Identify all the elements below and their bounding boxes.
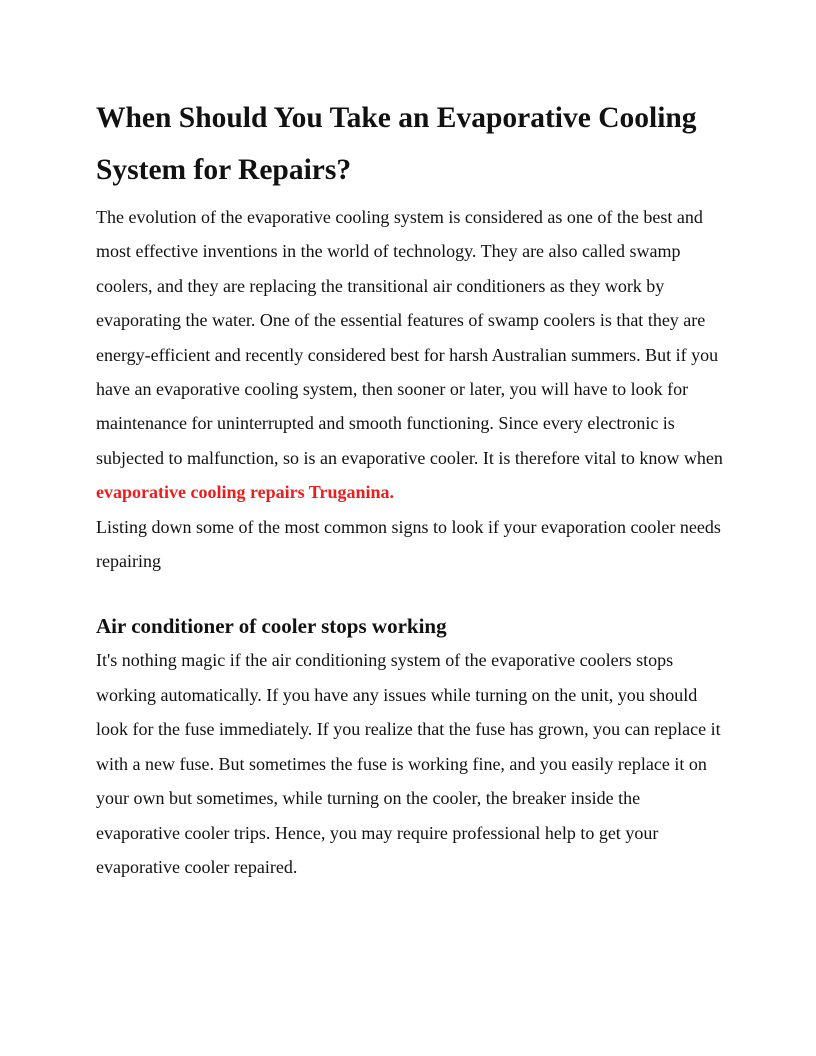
document-page: [96, 92, 726, 884]
intro-paragraph: [96, 200, 726, 510]
page-title: When Should You Take an Evaporative Cooling System for Repairs?: [96, 102, 697, 186]
listing-paragraph: Listing down some of the most common signs to look if your evaporation cooler needs repairing: [96, 516, 721, 572]
truganina-repairs-link[interactable]: evaporative cooling repairs Truganina.: [96, 482, 395, 503]
section-paragraph: It's nothing magic if the air conditioning system of the evaporative coolers stops working automatically. If you have any issues while turning on the unit, you should look for the fuse immediately. If you realize that the fuse has grown, you can replace it with a new fuse. But sometimes the fuse is working fine, and you easily replace it on your own but sometimes, while turning on the cooler, the breaker inside the evaporative cooler trips. Hence, you may require professional help to get your evaporative cooler repaired.: [96, 650, 721, 877]
section-heading: Air conditioner of cooler stops working: [96, 614, 447, 639]
intro-text: The evolution of the evaporative cooling system is considered as one of the best and most effective inventions in the world of technology. They are also called swamp coolers, and they are replacing the transitional air conditioners as they work by evaporating the water. One of the essential features of swamp coolers is that they are energy-efficient and recently considered best for harsh Australian summers. But if you have an evaporative cooling system, then sooner or later, you will have to look for maintenance for uninterrupted and smooth functioning. Since every electronic is subjected to malfunction, so is an evaporative cooler. It is therefore vital to know when: [96, 207, 723, 468]
